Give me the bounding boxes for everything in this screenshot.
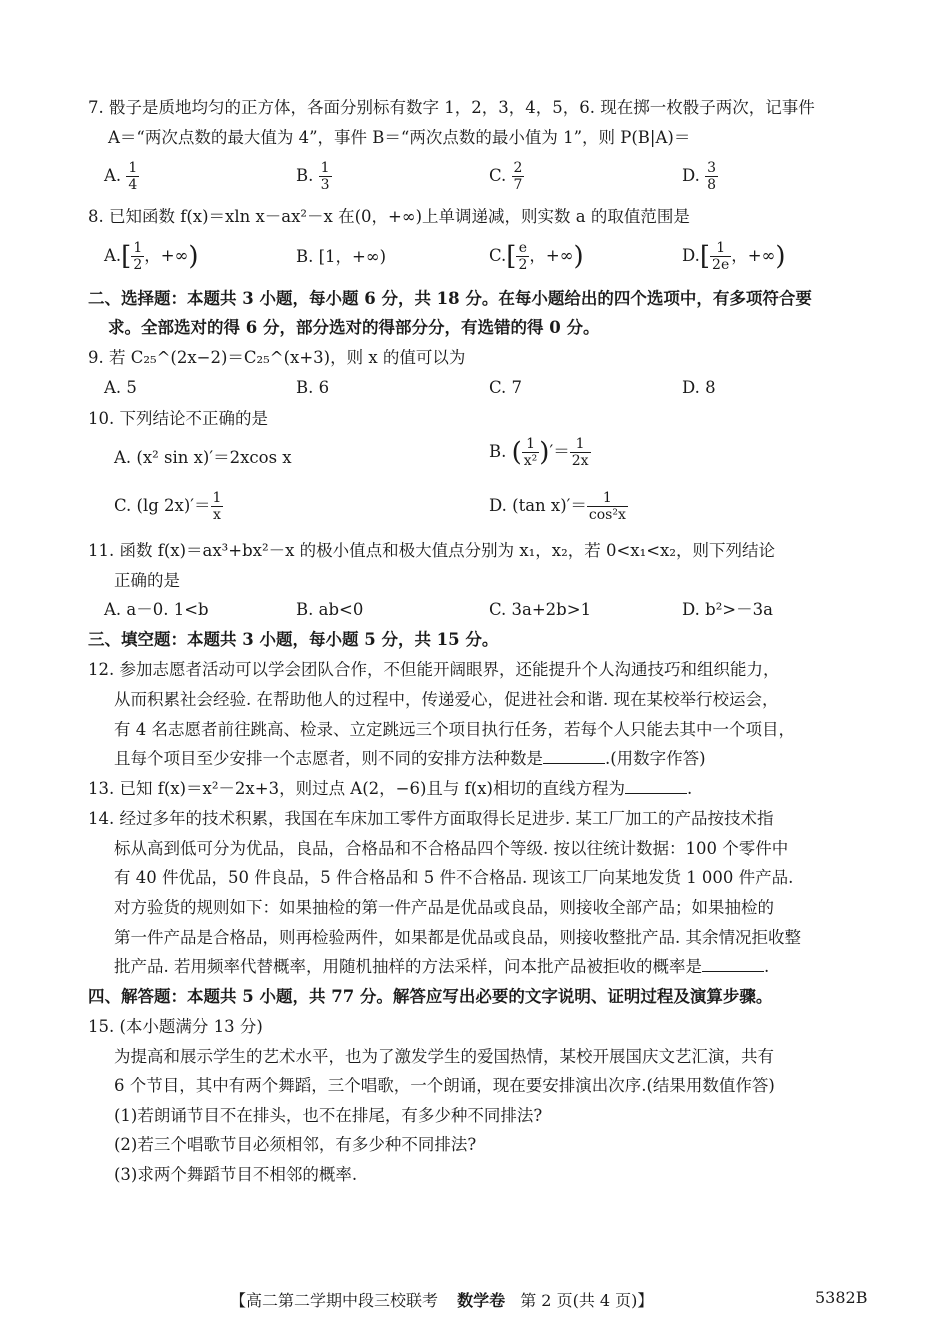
q12-line4: 且每个项目至少安排一个志愿者，则不同的安排方法种数是 .(用数字作答) [114,749,706,768]
q9-option-a: A. 5 [104,378,137,397]
answer-blank [543,749,605,764]
q11-option-a: A. a－0. 1<b [104,600,209,619]
q15-sub1: (1)若朗诵节目不在排头，也不在排尾，有多少种不同排法? [114,1106,543,1125]
q7-option-a: A. $\frac{1}{4}$ [104,160,138,193]
q10-line1: 10. 下列结论不正确的是 [88,409,268,428]
section2-heading: 二、选择题：本题共 3 小题，每小题 6 分，共 18 分。在每小题给出的四个选项中，有多项符合要 [88,289,812,308]
q15-sub3: (3)求两个舞蹈节目不相邻的概率. [114,1165,358,1184]
q10-option-d: D. (tan x)′＝ $\frac{1}{\text{cos²x}}$ [489,490,626,523]
q15-line1: 15. (本小题满分 13 分) [88,1017,263,1036]
q8-option-d: D.[ $\frac{1}{2e}$ ，+∞) [682,240,786,273]
footer-subject: 数学卷 [457,1291,506,1310]
q11-line1: 11. 函数 f(x)＝ax³+bx²－x 的极小值点和极大值点分别为 x₁，x₂，若 0<x₁<x₂，则下列结论 [88,541,775,560]
q8-option-b: B. [1，+∞) [296,247,387,266]
q13-line1: 13. 已知 f(x)＝x²－2x+3，则过点 A(2，−6)且与 f(x)相切的直线方程为 . [88,779,693,798]
footer-page: 第 2 页(共 4 页)】 [520,1291,654,1310]
paper-code: 5382B [815,1288,868,1307]
q12-line3: 有 4 名志愿者前往跳高、检录、立定跳远三个项目执行任务，若每个人只能去其中一个项目， [114,720,795,739]
q14-line4: 对方验货的规则如下：如果抽检的第一件产品是优品或良品，则接收全部产品；如果抽检的 [114,898,774,917]
q15-line2: 为提高和展示学生的艺术水平，也为了激发学生的爱国热情，某校开展国庆文艺汇演，共有 [114,1047,774,1066]
answer-blank [702,957,764,972]
q9-option-d: D. 8 [682,378,716,397]
q11-option-c: C. 3a+2b>1 [489,600,592,619]
fraction: $\frac{3}{8}$ [707,160,717,193]
q14-line1: 14. 经过多年的技术积累，我国在车床加工零件方面取得长足进步. 某工厂加工的产品按技术指 [88,809,774,828]
q10-option-a: A. (x² sin x)′＝2xcos x [114,448,292,467]
q11-option-b: B. ab<0 [296,600,364,619]
page-footer: 【高二第二学期中段三校联考 数学卷 第 2 页(共 4 页)】 [230,1291,654,1310]
fraction: $\frac{2}{7}$ [513,160,523,193]
q7-option-d: D. $\frac{3}{8}$ [682,160,717,193]
q9-option-c: C. 7 [489,378,523,397]
section4-heading: 四、解答题：本题共 5 小题，共 77 分。解答应写出必要的文字说明、证明过程及演算步骤。 [88,987,773,1006]
answer-blank [625,779,687,794]
q7-line1: 7. 骰子是质地均匀的正方体，各面分别标有数字 1，2，3，4，5，6. 现在掷一枚骰子两次，记事件 [88,98,815,117]
fraction: $\frac{1}{4}$ [128,160,138,193]
q11-line2: 正确的是 [114,571,180,590]
q7-option-b: B. $\frac{1}{3}$ [296,160,330,193]
q14-line3: 有 40 件优品，50 件良品，5 件合格品和 5 件不合格品. 现该工厂向某地发货 1 000 件产品. [114,868,794,887]
q9-option-b: B. 6 [296,378,330,397]
q8-line1: 8. 已知函数 f(x)＝xln x－ax²－x 在(0，+∞)上单调递减，则实数 a 的取值范围是 [88,207,690,226]
q14-line5: 第一件产品是合格品，则再检验两件，如果都是优品或良品，则接收整批产品. 其余情况拒收整 [114,928,801,947]
q10-option-c: C. (lg 2x)′＝ $\frac{1}{x}$ [114,490,222,523]
section2-heading-line2: 求。全部选对的得 6 分，部分选对的得部分分，有选错的得 0 分。 [108,318,600,337]
q15-sub2: (2)若三个唱歌节目必须相邻，有多少种不同排法? [114,1135,477,1154]
q10-option-b: B. ( $\frac{1}{\text{x²}}$ )′＝ $\frac{1}{2x}$ [489,436,589,469]
q7-option-c: C. $\frac{2}{7}$ [489,160,523,193]
q8-option-a: A.[ $\frac{1}{2}$ ，+∞) [104,240,199,273]
q9-line1: 9. 若 C₂₅^(2x−2)＝C₂₅^(x+3)，则 x 的值可以为 [88,348,466,367]
q14-line6: 批产品. 若用频率代替概率，用随机抽样的方法采样，问本批产品被拒收的概率是 . [114,957,770,976]
q14-line2: 标从高到低可分为优品，良品，合格品和不合格品四个等级. 按以往统计数据：100 个零件中 [114,839,789,858]
fraction: $\frac{1}{3}$ [320,160,330,193]
q8-option-c: C.[ $\frac{e}{2}$ ，+∞) [489,240,584,273]
q15-line3: 6 个节目，其中有两个舞蹈，三个唱歌，一个朗诵，现在要安排演出次序.(结果用数值作答) [114,1076,775,1095]
q12-line2: 从而积累社会经验. 在帮助他人的过程中，传递爱心，促进社会和谐. 现在某校举行校运会， [114,690,779,709]
q7-line2: A＝“两次点数的最大值为 4”，事件 B＝“两次点数的最小值为 1”，则 P(B|A)＝ [108,128,691,147]
q11-option-d: D. b²>－3a [682,600,773,619]
section3-heading: 三、填空题：本题共 3 小题，每小题 5 分，共 15 分。 [88,630,499,649]
q12-line1: 12. 参加志愿者活动可以学会团队合作，不但能开阔眼界，还能提升个人沟通技巧和组织能力， [88,660,780,679]
